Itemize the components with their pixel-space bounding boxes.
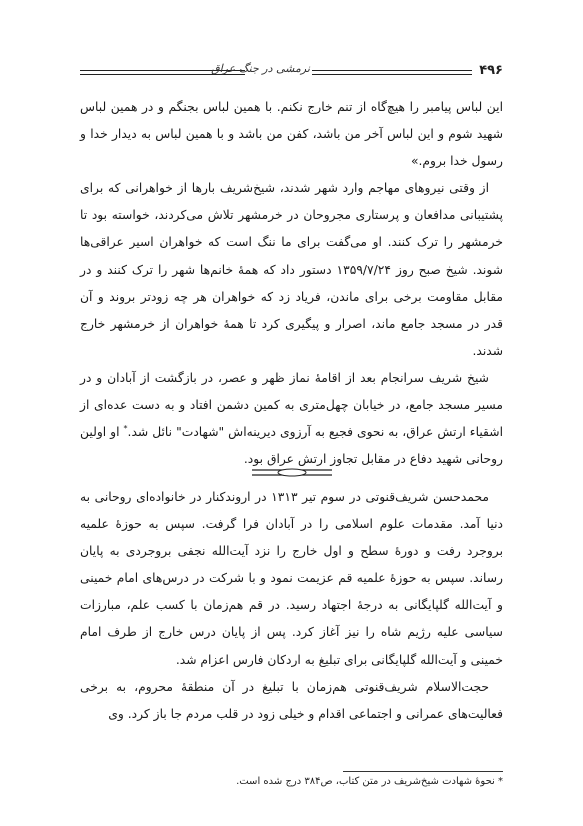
footnote-rule bbox=[343, 771, 503, 772]
martyrdom-text: شیخ شریف سرانجام بعد از اقامهٔ نماز ظهر و عصر، در بازگشت از آبادان و در مسیر مسجد جامع، در خیابان چهل‌متری به کمین دشمن افتاد و به دست عده‌ای از اشقیاء ارتش عراق، به نحوی فجیع به آرزوی دیرینه‌اش "شهادت" نائل شد. bbox=[80, 370, 503, 440]
paragraph-quote-end: این لباس پیامبر را هیچ‌گاه از تنم خارج نکنم. با همین لباس بجنگم و در همین لباس شهید شوم و این لباس آخر من باشد، کفن من باشد و با همین لباس به دیدار خدا و رسول خدا بروم.» bbox=[80, 100, 503, 169]
page-header bbox=[80, 62, 503, 84]
paragraph-activities: حجت‌الاسلام شریف‌قنوتی هم‌زمان با تبلیغ در آن منطقهٔ محروم، به برخی فعالیت‌های عمرانی و اجتماعی اقدام و خیلی زود در قلب مردم جا باز کرد. وی bbox=[80, 679, 503, 721]
main-text bbox=[80, 94, 503, 473]
page-number: ۴۹۶ bbox=[479, 63, 503, 78]
paragraph-martyrdom bbox=[80, 365, 503, 473]
running-title: نرمشی در جنگ عراق bbox=[211, 62, 310, 75]
footnote-marker: * bbox=[123, 424, 128, 434]
header-rule-right bbox=[312, 70, 472, 75]
section-divider-ornament bbox=[252, 466, 332, 480]
biography-text bbox=[80, 484, 503, 728]
martyrdom-text-end: او اولین روحانی شهید دفاع در مقابل تجاوز ارتش عراق بود. bbox=[80, 425, 503, 467]
footnote: * نحوهٔ شهادت شیخ‌شریف در متن کتاب، ص۳۸۴ درج شده است. bbox=[236, 776, 503, 787]
paragraph-women-leave: از وقتی نیروهای مهاجم وارد شهر شدند، شیخ‌شریف بارها از خواهرانی که برای پشتیبانی مدافعان و پرستاری مجروحان در خرمشهر تلاش می‌کردند، خواسته بود تا خرمشهر را ترک کنند. او می‌گفت برای ما ننگ است که خواهران اسیر عراقی‌ها شوند. شیخ صبح روز ۱۳۵۹/۷/۲۴ دستور داد که همهٔ خانم‌ها شهر را ترک کنند و در مقابل مقاومت برخی برای ماندن، فریاد زد که خواهران هر چه زودتر بروند و آن قدر در مسجد جامع ماند، اصرار و پیگیری کرد تا همهٔ خواهران از خرمشهر خارج شدند. bbox=[80, 181, 504, 358]
paragraph-biography: محمدحسن شریف‌قنوتی در سوم تیر ۱۳۱۳ در اروندکنار در خانواده‌ای روحانی به دنیا آمد. مقدمات علوم اسلامی را در آبادان فرا گرفت. سپس به حوزهٔ علمیه بروجرد رفت و دورهٔ سطح و اول خارج را نزد آیت‌الله نجفی بروجردی به پایان رساند. سپس به حوزهٔ علمیه قم عزیمت نمود و با شرکت در درس‌های امام خمینی و آیت‌الله گلپایگانی به درجهٔ اجتهاد رسید. در قم هم‌زمان با کسب علم، مبارزات سیاسی علیه رژیم شاه را نیز آغاز کرد. پس از پایان درس خارج از طرف امام خمینی و آیت‌الله گلپایگانی برای تبلیغ به اردکان فارس اعزام شد. bbox=[80, 490, 503, 667]
